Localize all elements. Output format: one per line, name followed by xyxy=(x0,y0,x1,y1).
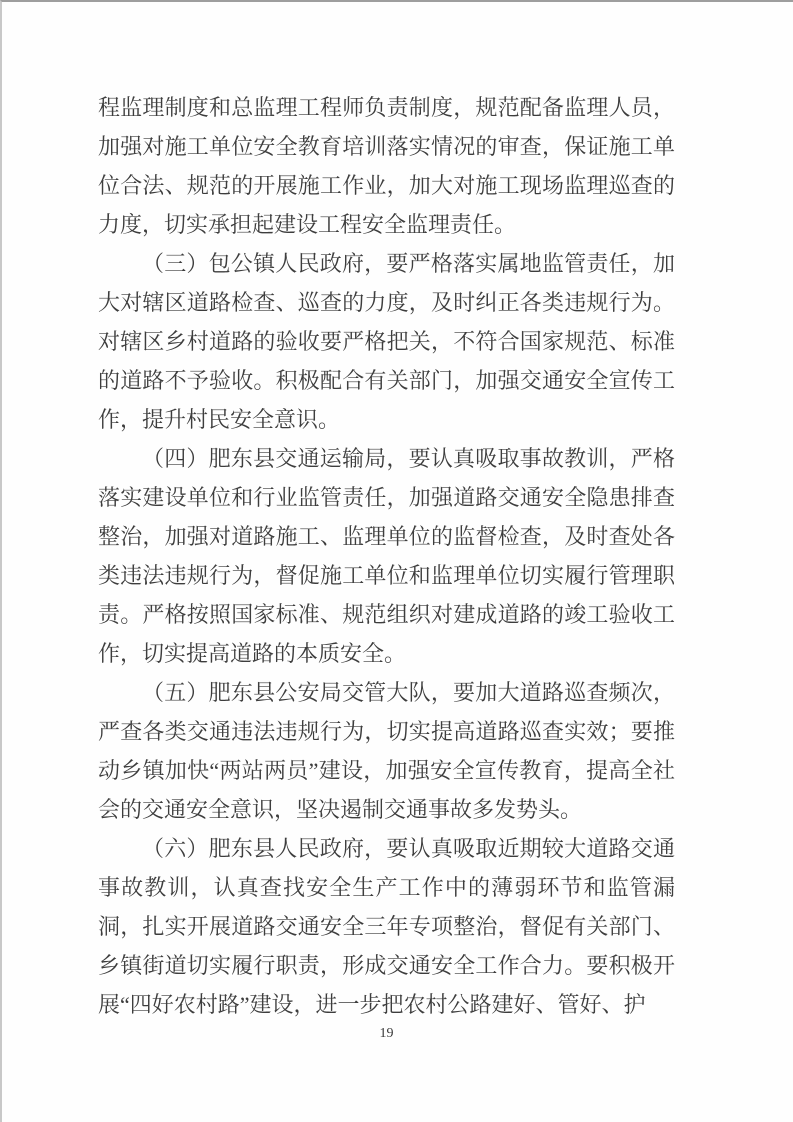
body-paragraph: （六）肥东县人民政府，要认真吸取近期较大道路交通事故教训，认真查找安全生产工作中的薄弱环节和监管漏洞，扎实开展道路交通安全三年专项整治，督促有关部门、乡镇街道切实履行职责，形成交通安全工作合力。要积极开展“四好农村路”建设，进一步把农村公路建好、管好、护 xyxy=(98,836,675,1017)
page-number: 19 xyxy=(379,1026,394,1041)
document-body xyxy=(98,88,675,1024)
body-paragraph: 程监理制度和总监理工程师负责制度，规范配备监理人员，加强对施工单位安全教育培训落实情况的审查，保证施工单位合法、规范的开展施工作业，加大对施工现场监理巡查的力度，切实承担起建设工程安全监理责任。 xyxy=(98,95,675,237)
body-paragraph: （五）肥东县公安局交管大队，要加大道路巡查频次，严查各类交通违法违规行为，切实提高道路巡查实效；要推动乡镇加快“两站两员”建设，加强安全宣传教育，提高全社会的交通安全意识，坚决遏制交通事故多发势头。 xyxy=(98,680,675,822)
body-paragraph: （三）包公镇人民政府，要严格落实属地监管责任，加大对辖区道路检查、巡查的力度，及时纠正各类违规行为。对辖区乡村道路的验收要严格把关，不符合国家规范、标准的道路不予验收。积极配合有关部门，加强交通安全宣传工作，提升村民安全意识。 xyxy=(98,251,675,432)
body-paragraph: （四）肥东县交通运输局，要认真吸取事故教训，严格落实建设单位和行业监管责任，加强道路交通安全隐患排查整治，加强对道路施工、监理单位的监督检查，及时查处各类违法违规行为，督促施工单位和监理单位切实履行管理职责。严格按照国家标准、规范组织对建成道路的竣工验收工作，切实提高道路的本质安全。 xyxy=(98,446,675,666)
